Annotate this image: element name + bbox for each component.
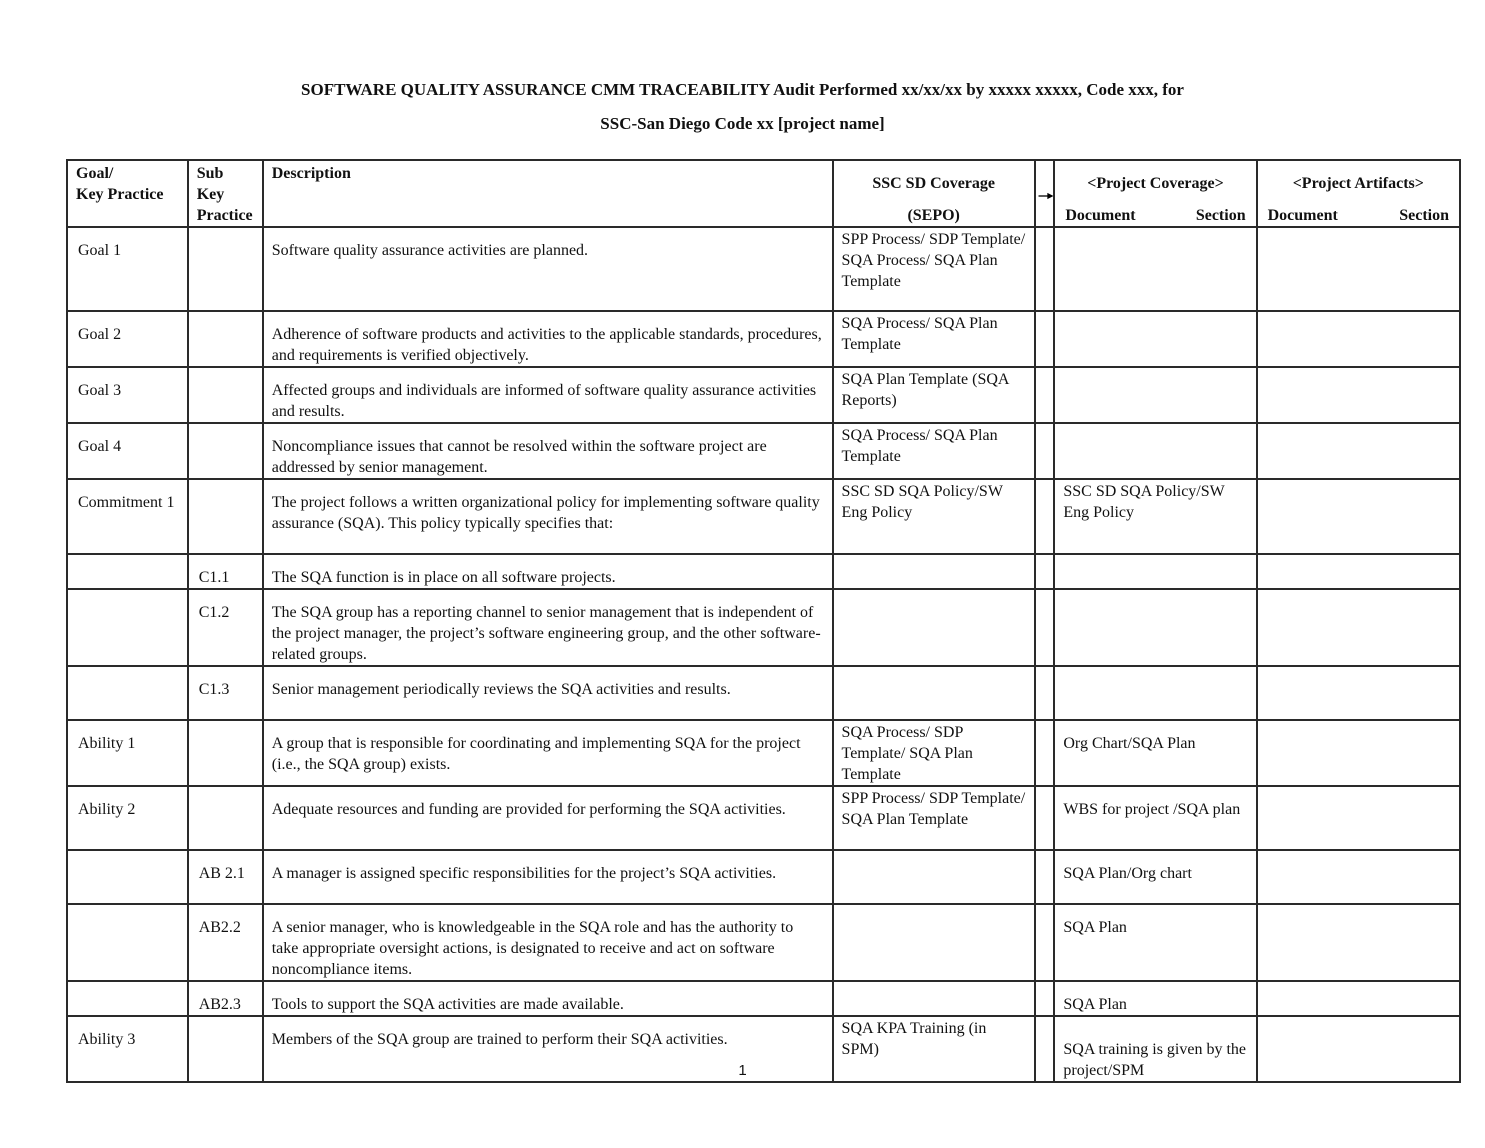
goal-cell [67, 666, 188, 720]
description-cell: The SQA group has a reporting channel to senior management that is independent of the project manager, the project’s software engineering group, and the other software-related groups. [263, 589, 833, 666]
description-cell: Noncompliance issues that cannot be resolved within the software project are addressed by senior management. [263, 423, 833, 479]
table-row [67, 423, 1460, 479]
table-row [67, 981, 1460, 1016]
project-artifacts-cell [1257, 423, 1460, 479]
table-row [67, 589, 1460, 666]
header-sub-key-practice [188, 160, 263, 227]
arrow-column-cell [1035, 850, 1055, 904]
description-cell: Tools to support the SQA activities are made available. [263, 981, 833, 1016]
arrow-column-cell [1035, 786, 1055, 850]
header-goal [67, 160, 188, 227]
sepo-coverage-cell: SPP Process/ SDP Template/ SQA Plan Template [833, 786, 1035, 850]
page-number: 1 [738, 1062, 747, 1079]
header-description-label: Description [271, 165, 351, 182]
header-sub-line1: Sub [196, 165, 224, 182]
project-artifacts-cell [1257, 479, 1460, 554]
project-coverage-cell: SQA Plan/Org chart [1054, 850, 1256, 904]
right-arrow-icon [1036, 185, 1054, 203]
goal-cell: Commitment 1 [67, 479, 188, 554]
description-cell: Affected groups and individuals are informed of software quality assurance activities and results. [263, 367, 833, 423]
description-cell: Adherence of software products and activities to the applicable standards, procedures, and requirements is verified objectively. [263, 311, 833, 367]
goal-cell [67, 589, 188, 666]
project-coverage-cell: SQA Plan [1054, 904, 1256, 981]
sub-key-practice-cell: AB2.2 [188, 904, 263, 981]
header-sepo-line2: (SEPO) [907, 207, 960, 224]
project-artifacts-cell [1257, 720, 1460, 786]
sepo-coverage-cell: SSC SD SQA Policy/SW Eng Policy [833, 479, 1035, 554]
project-artifacts-cell [1257, 589, 1460, 666]
project-artifacts-cell [1257, 554, 1460, 589]
project-coverage-cell [1054, 227, 1256, 311]
header-description [263, 160, 833, 227]
header-row [67, 160, 1460, 227]
project-artifacts-cell [1257, 981, 1460, 1016]
project-artifacts-cell [1257, 227, 1460, 311]
description-cell: A group that is responsible for coordinating and implementing SQA for the project (i.e., the SQA group) exists. [263, 720, 833, 786]
sepo-coverage-cell [833, 981, 1035, 1016]
goal-cell: Ability 2 [67, 786, 188, 850]
document-title-line-2: SSC-San Diego Code xx [project name] [600, 114, 885, 133]
project-artifacts-cell [1257, 311, 1460, 367]
sub-key-practice-cell: C1.1 [188, 554, 263, 589]
project-coverage-cell: SQA training is given by the project/SPM [1054, 1016, 1256, 1082]
project-coverage-cell [1054, 554, 1256, 589]
header-pc-document: Document [1065, 207, 1136, 224]
header-project-artifacts-label: <Project Artifacts> [1292, 175, 1424, 192]
project-coverage-cell: Org Chart/SQA Plan [1054, 720, 1256, 786]
arrow-column-cell [1035, 554, 1055, 589]
sepo-coverage-cell [833, 554, 1035, 589]
arrow-column-cell [1035, 479, 1055, 554]
description-cell: A manager is assigned specific responsibilities for the project’s SQA activities. [263, 850, 833, 904]
goal-cell [67, 554, 188, 589]
goal-cell [67, 981, 188, 1016]
project-coverage-cell: WBS for project /SQA plan [1054, 786, 1256, 850]
project-coverage-cell [1054, 311, 1256, 367]
description-cell: Adequate resources and funding are provided for performing the SQA activities. [263, 786, 833, 850]
goal-cell: Goal 4 [67, 423, 188, 479]
description-cell: Software quality assurance activities are planned. [263, 227, 833, 311]
sub-key-practice-cell [188, 786, 263, 850]
arrow-column-cell [1035, 720, 1055, 786]
arrow-column-cell [1035, 589, 1055, 666]
table-row [67, 479, 1460, 554]
project-artifacts-cell [1257, 786, 1460, 850]
header-sepo-coverage [833, 160, 1035, 227]
project-coverage-cell [1054, 666, 1256, 720]
arrow-column-cell [1035, 311, 1055, 367]
table-row [67, 666, 1460, 720]
header-goal-line1: Goal/ [76, 165, 114, 182]
header-arrow-cell [1035, 160, 1055, 227]
sub-key-practice-cell: AB2.3 [188, 981, 263, 1016]
project-artifacts-cell [1257, 367, 1460, 423]
description-cell: A senior manager, who is knowledgeable in the SQA role and has the authority to take appropriate oversight actions, is designated to receive and act on software noncompliance items. [263, 904, 833, 981]
header-project-coverage-label: <Project Coverage> [1087, 175, 1224, 192]
arrow-column-cell [1035, 981, 1055, 1016]
sub-key-practice-cell [188, 227, 263, 311]
description-cell: The project follows a written organizational policy for implementing software quality assurance (SQA). This policy typically specifies that: [263, 479, 833, 554]
table-row [67, 311, 1460, 367]
description-cell: Members of the SQA group are trained to perform their SQA activities. [263, 1016, 833, 1082]
goal-cell: Goal 1 [67, 227, 188, 311]
project-coverage-cell: SSC SD SQA Policy/SW Eng Policy [1054, 479, 1256, 554]
arrow-column-cell [1035, 367, 1055, 423]
header-sepo-line1: SSC SD Coverage [872, 175, 995, 192]
sepo-coverage-cell: SQA KPA Training (in SPM) [833, 1016, 1035, 1082]
table-row [67, 904, 1460, 981]
sepo-coverage-cell: SQA Plan Template (SQA Reports) [833, 367, 1035, 423]
header-pa-document: Document [1267, 207, 1338, 224]
header-project-artifacts [1257, 160, 1460, 227]
table-row [67, 227, 1460, 311]
table-row [67, 367, 1460, 423]
goal-cell: Ability 3 [67, 1016, 188, 1082]
header-project-coverage [1054, 160, 1256, 227]
header-sub-line2: Key [196, 186, 225, 203]
table-row [67, 720, 1460, 786]
table-row [67, 554, 1460, 589]
sepo-coverage-cell [833, 589, 1035, 666]
goal-cell: Goal 3 [67, 367, 188, 423]
table-row [67, 850, 1460, 904]
goal-cell [67, 904, 188, 981]
traceability-table [66, 159, 1461, 1083]
sepo-coverage-cell [833, 904, 1035, 981]
arrow-column-cell [1035, 227, 1055, 311]
sub-key-practice-cell: C1.2 [188, 589, 263, 666]
sub-key-practice-cell [188, 720, 263, 786]
description-cell: Senior management periodically reviews the SQA activities and results. [263, 666, 833, 720]
sepo-coverage-cell: SQA Process/ SQA Plan Template [833, 423, 1035, 479]
sub-key-practice-cell: AB 2.1 [188, 850, 263, 904]
document-title-line-1: SOFTWARE QUALITY ASSURANCE CMM TRACEABILITY Audit Performed xx/xx/xx by xxxxx xxxxx, Code xxx, for [301, 80, 1184, 99]
header-sub-line3: Practice [196, 207, 253, 224]
sepo-coverage-cell: SPP Process/ SDP Template/ SQA Process/ SQA Plan Template [833, 227, 1035, 311]
header-pc-section: Section [1195, 207, 1246, 224]
sepo-coverage-cell [833, 666, 1035, 720]
goal-cell: Goal 2 [67, 311, 188, 367]
project-coverage-cell: SQA Plan [1054, 981, 1256, 1016]
project-artifacts-cell [1257, 904, 1460, 981]
sepo-coverage-cell [833, 850, 1035, 904]
goal-cell [67, 850, 188, 904]
arrow-column-cell [1035, 423, 1055, 479]
description-cell: The SQA function is in place on all software projects. [263, 554, 833, 589]
header-pa-section: Section [1399, 207, 1449, 224]
sub-key-practice-cell [188, 367, 263, 423]
sub-key-practice-cell [188, 423, 263, 479]
sub-key-practice-cell [188, 311, 263, 367]
goal-cell: Ability 1 [67, 720, 188, 786]
arrow-column-cell [1035, 666, 1055, 720]
sub-key-practice-cell: C1.3 [188, 666, 263, 720]
arrow-column-cell [1035, 904, 1055, 981]
sepo-coverage-cell: SQA Process/ SQA Plan Template [833, 311, 1035, 367]
project-coverage-cell [1054, 589, 1256, 666]
sub-key-practice-cell [188, 479, 263, 554]
project-coverage-cell [1054, 423, 1256, 479]
table-row [67, 786, 1460, 850]
project-artifacts-cell [1257, 850, 1460, 904]
sepo-coverage-cell: SQA Process/ SDP Template/ SQA Plan Template [833, 720, 1035, 786]
project-coverage-cell [1054, 367, 1256, 423]
project-artifacts-cell [1257, 666, 1460, 720]
header-goal-line2: Key Practice [76, 186, 164, 203]
